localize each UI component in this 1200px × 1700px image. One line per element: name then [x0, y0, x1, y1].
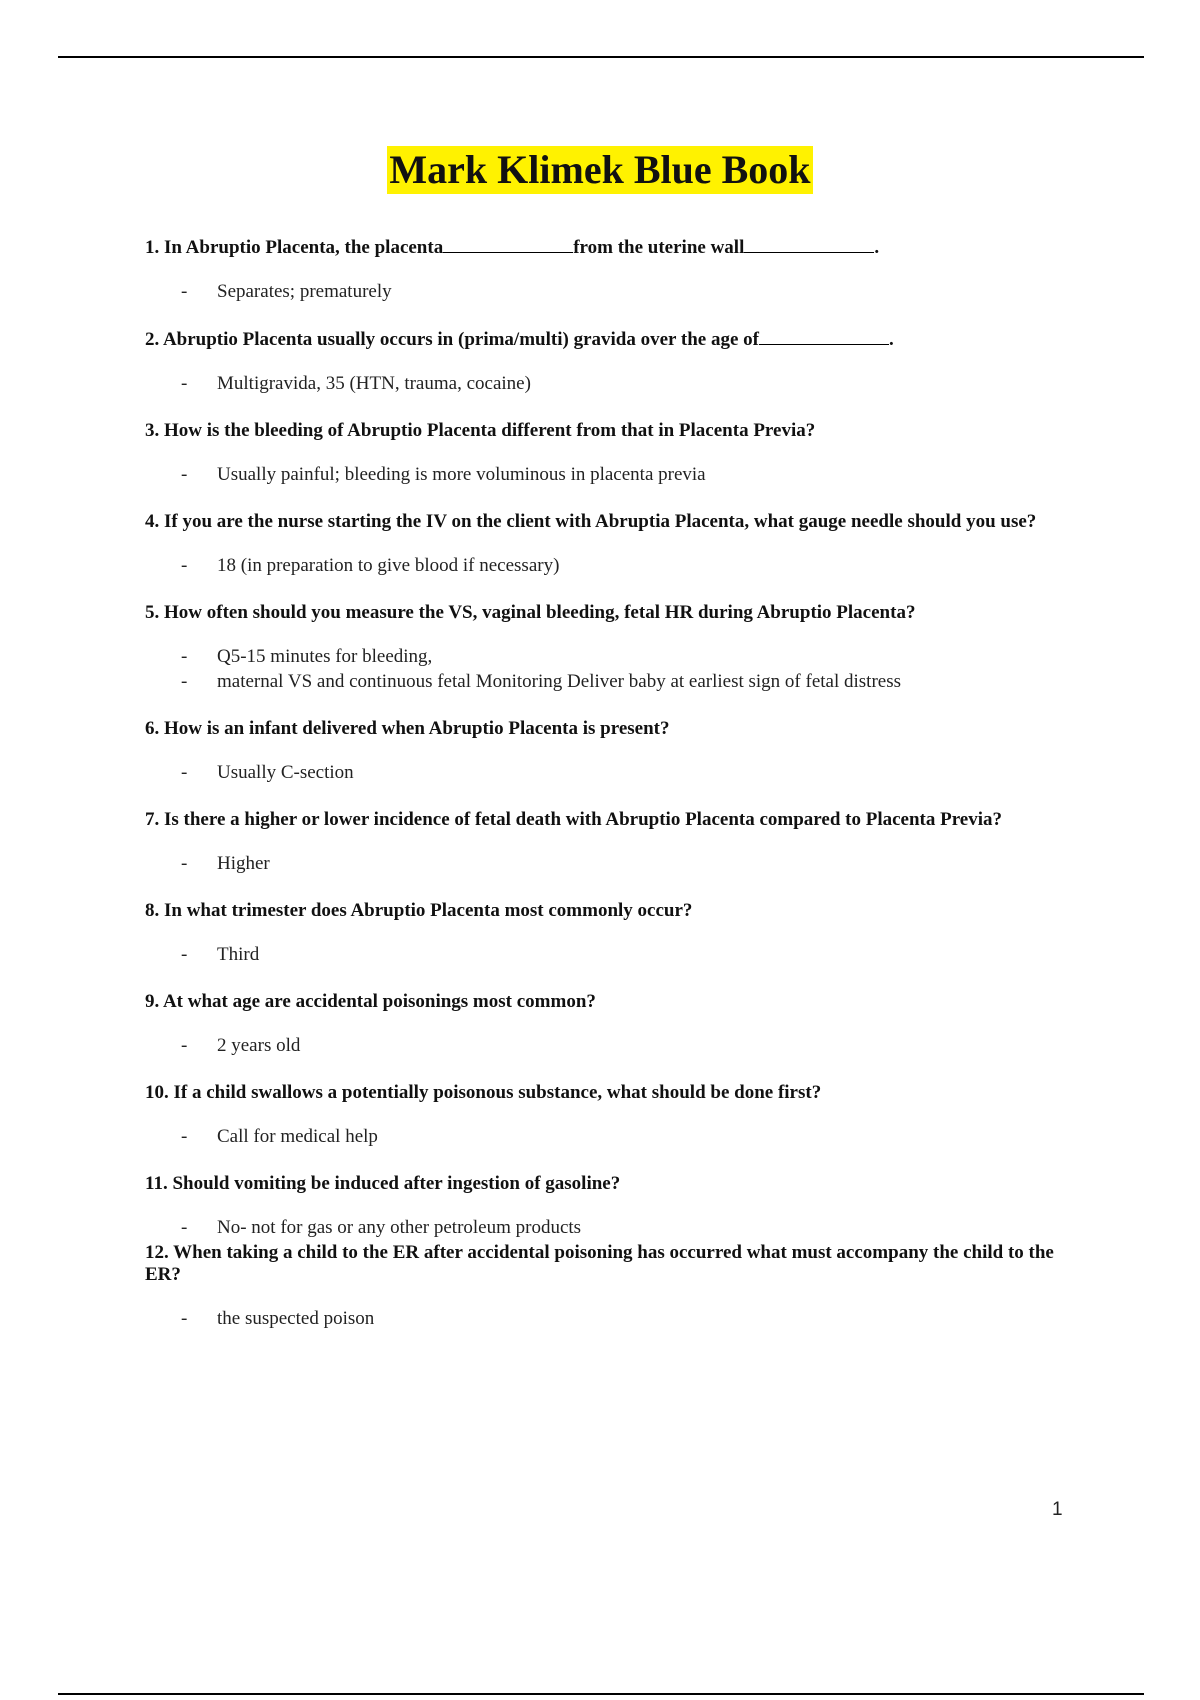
- page-number: 1: [1052, 1499, 1063, 1520]
- question-4: 4. If you are the nurse starting the IV on the client with Abruptia Placenta, what gauge needle should you use?: [145, 511, 1037, 532]
- answer-list: [145, 371, 1075, 396]
- answer-item: - Separates; prematurely: [145, 279, 1075, 304]
- answer-item: - Usually C-section: [145, 760, 1075, 785]
- question-8: 8. In what trimester does Abruptio Placenta most commonly occur?: [145, 900, 693, 921]
- answer-list: [145, 760, 1075, 785]
- answer-list: [145, 1124, 1075, 1149]
- answer-list: [145, 1033, 1075, 1058]
- title-block: [0, 146, 1200, 194]
- answer-item: - 2 years old: [145, 1033, 1075, 1058]
- answer-item: - Higher: [145, 851, 1075, 876]
- answer-item: - Third: [145, 942, 1075, 967]
- answer-item: - Multigravida, 35 (HTN, trauma, cocaine): [145, 371, 1075, 396]
- question-11: 11. Should vomiting be induced after ingestion of gasoline?: [145, 1173, 621, 1194]
- answer-item: - No- not for gas or any other petroleum products: [145, 1215, 1075, 1240]
- answer-list: [145, 553, 1075, 578]
- answer-item: - the suspected poison: [145, 1306, 1075, 1331]
- answer-item: - Usually painful; bleeding is more voluminous in placenta previa: [145, 462, 1075, 487]
- question-5: 5. How often should you measure the VS, vaginal bleeding, fetal HR during Abruptio Placenta?: [145, 602, 916, 623]
- answer-item: - Call for medical help: [145, 1124, 1075, 1149]
- answer-blank: [443, 236, 573, 253]
- bottom-rule: [58, 1693, 1144, 1695]
- answer-list: [145, 942, 1075, 967]
- answer-list: [145, 462, 1075, 487]
- question-2: 2. Abruptio Placenta usually occurs in (prima/multi) gravida over the age of .: [145, 329, 894, 350]
- question-9: 9. At what age are accidental poisonings most common?: [145, 991, 596, 1012]
- answer-item: - 18 (in preparation to give blood if necessary): [145, 553, 1075, 578]
- answer-blank: [759, 328, 889, 345]
- answer-list: [145, 851, 1075, 876]
- question-12: 12. When taking a child to the ER after accidental poisoning has occurred what must accompany the child to the ER?: [145, 1242, 1054, 1285]
- question-10: 10. If a child swallows a potentially poisonous substance, what should be done first?: [145, 1082, 822, 1103]
- answer-list: [145, 279, 1075, 304]
- question-3: 3. How is the bleeding of Abruptio Placenta different from that in Placenta Previa?: [145, 420, 816, 441]
- answer-list: [145, 1306, 1075, 1331]
- document-title: Mark Klimek Blue Book: [389, 147, 811, 192]
- question-6: 6. How is an infant delivered when Abruptio Placenta is present?: [145, 718, 670, 739]
- answer-blank: [744, 236, 874, 253]
- answer-list: [145, 1215, 1075, 1240]
- answer-list: [145, 644, 1075, 694]
- question-list: [145, 236, 1075, 1355]
- top-rule: [58, 56, 1144, 58]
- question-1: 1. In Abruptio Placenta, the placenta from the uterine wall .: [145, 237, 880, 258]
- question-7: 7. Is there a higher or lower incidence of fetal death with Abruptio Placenta compared to Placenta Previa?: [145, 809, 1003, 830]
- answer-item: - Q5-15 minutes for bleeding,: [145, 644, 1075, 669]
- answer-item: - maternal VS and continuous fetal Monitoring Deliver baby at earliest sign of fetal distress: [145, 669, 1075, 694]
